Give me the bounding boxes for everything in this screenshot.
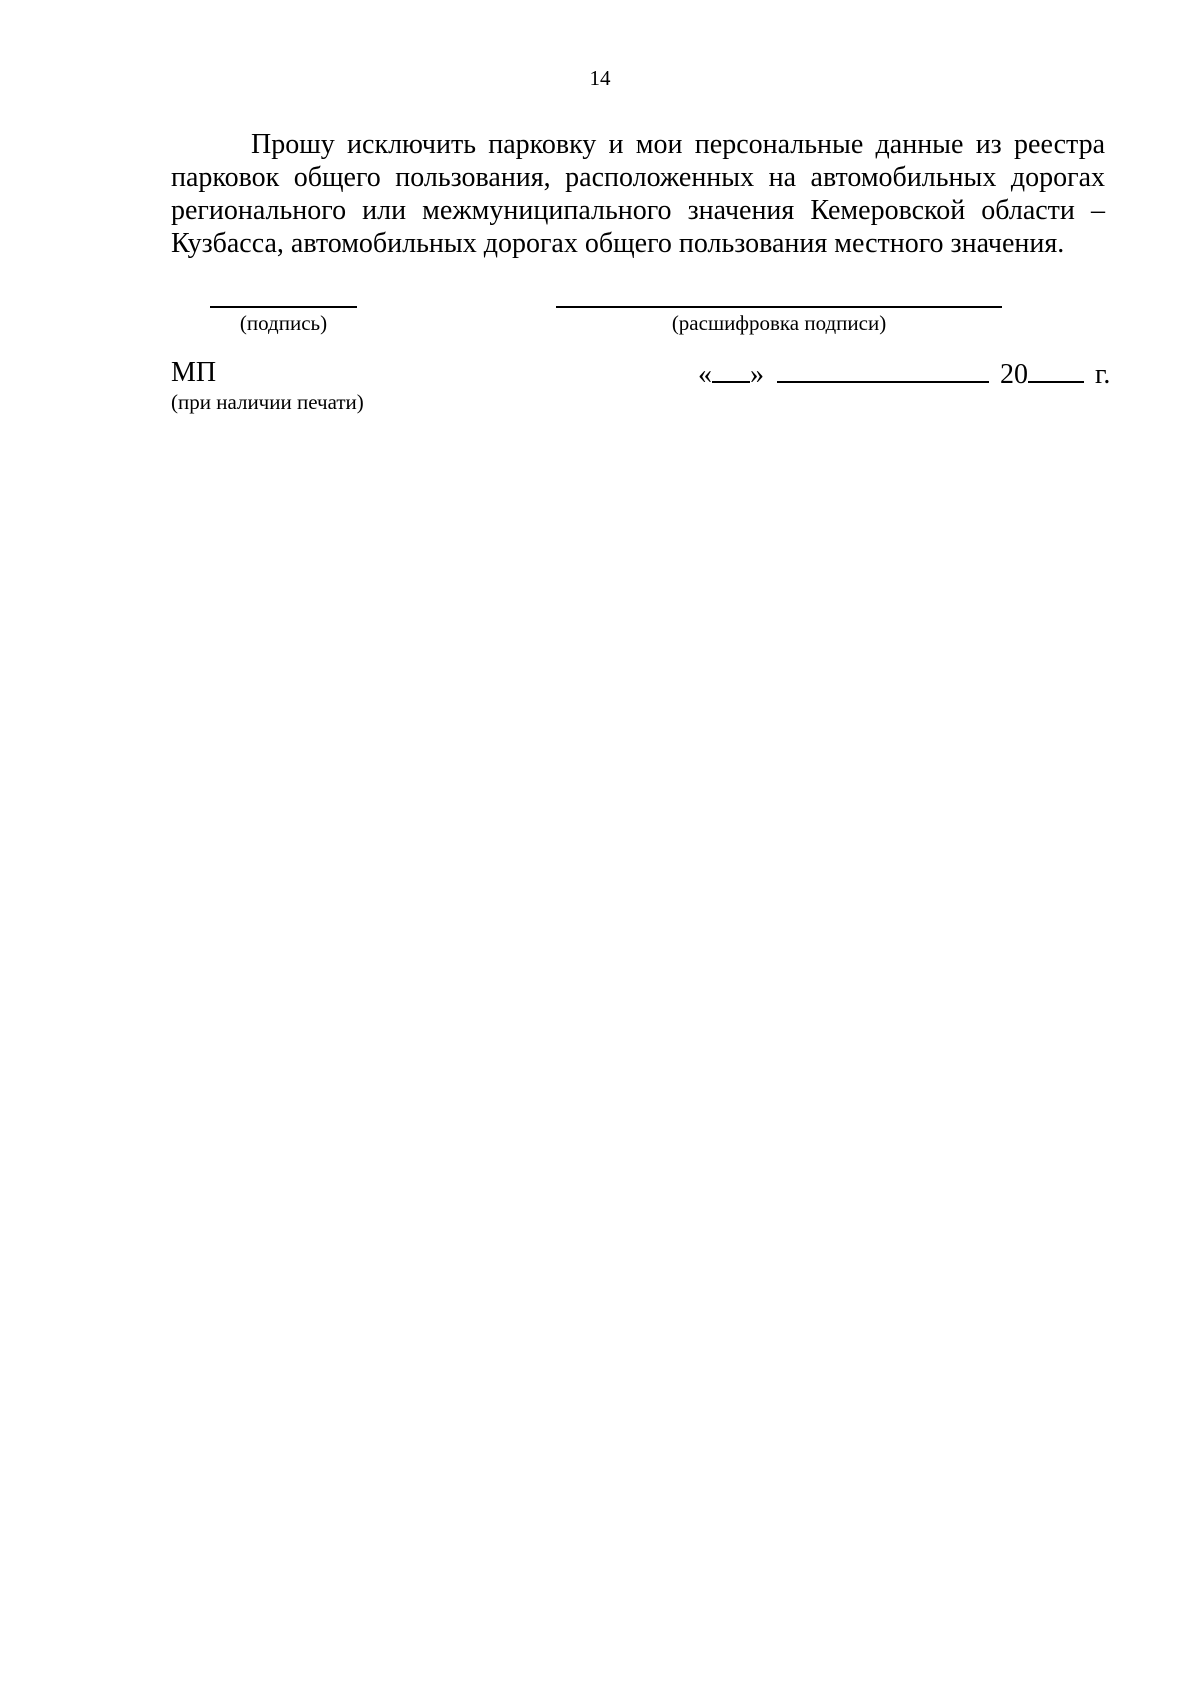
year-prefix: 20 [1000,359,1028,390]
day-blank [712,357,750,383]
request-paragraph: Прошу исключить парковку и мои персональные данные из реестра парковок общего пользования, расположенных на автомобильных дорогах регионального или межмуниципального значения Кемеровской области – Кузбасса, автомобильных дорогах общего пользования местного значения. [171,129,1105,259]
signature-transcript-line [556,306,1002,308]
month-blank [777,357,989,383]
signature-line [210,306,357,308]
date-row [698,357,1110,391]
signature-caption: (подпись) [239,311,328,335]
date-open-quote: « [698,359,712,390]
page-number: 14 [589,66,611,90]
signature-transcript-caption: (расшифровка подписи) [671,311,887,335]
stamp-label: МП [171,357,217,388]
date-close-quote: » [750,359,764,390]
year-blank [1028,357,1084,383]
year-suffix: г. [1095,359,1111,390]
stamp-note: (при наличии печати) [171,390,364,414]
